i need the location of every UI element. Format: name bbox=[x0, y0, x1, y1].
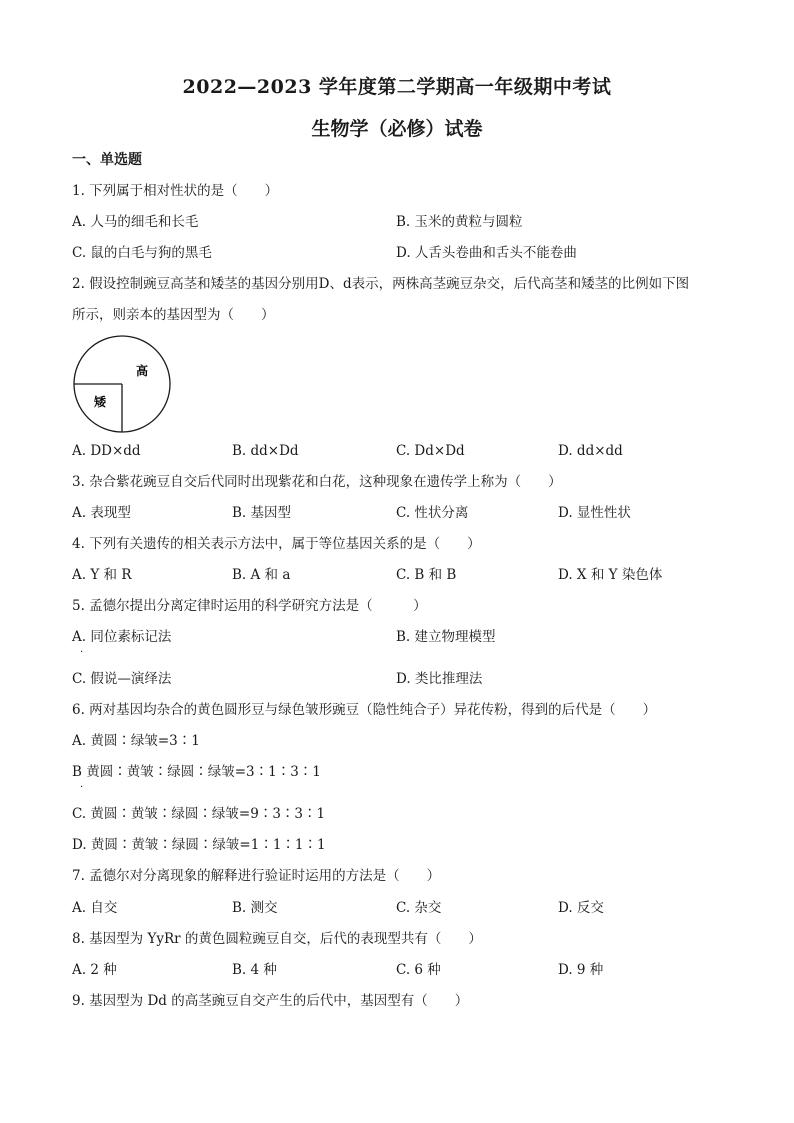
q8-option-d: D. 9 种 bbox=[558, 962, 604, 978]
question-6-stem: 6. 两对基因均杂合的黄色圆形豆与绿色皱形豌豆（隐性纯合子）异花传粉，得到的后代是（ ） bbox=[72, 702, 657, 718]
stray-mark: · bbox=[80, 647, 84, 658]
q4-option-c: C. B 和 B bbox=[396, 567, 457, 583]
pie-figure bbox=[72, 334, 172, 434]
q3-option-c: C. 性状分离 bbox=[396, 505, 469, 521]
question-2-stem-line2: 所示，则亲本的基因型为（ ） bbox=[72, 307, 275, 323]
q7-option-c: C. 杂交 bbox=[396, 900, 442, 916]
q1-option-a: A. 人马的细毛和长毛 bbox=[72, 214, 199, 230]
q6-option-b: B 黄圆∶黄皱∶绿圆∶绿皱=3∶1∶3∶1 bbox=[72, 764, 321, 780]
question-2-stem-line1: 2. 假设控制豌豆高茎和矮茎的基因分别用D、d表示，两株高茎豌豆杂交，后代高茎和矮茎的比例如下图 bbox=[72, 276, 690, 292]
question-4-stem: 4. 下列有关遗传的相关表示方法中，属于等位基因关系的是（ ） bbox=[72, 536, 481, 552]
pie-label-tall: 高 bbox=[136, 364, 149, 378]
q3-option-a: A. 表现型 bbox=[72, 505, 131, 521]
question-8-stem: 8. 基因型为 YyRr 的黄色圆粒豌豆自交，后代的表现型共有（ ） bbox=[72, 931, 482, 947]
q3-option-d: D. 显性性状 bbox=[558, 505, 631, 521]
pie-chart bbox=[72, 334, 172, 434]
q6-option-d: D. 黄圆∶黄皱∶绿圆∶绿皱=1∶1∶1∶1 bbox=[72, 837, 326, 853]
q1-option-d: D. 人舌头卷曲和舌头不能卷曲 bbox=[396, 245, 577, 261]
question-7-stem: 7. 孟德尔对分离现象的解释进行验证时运用的方法是（ ） bbox=[72, 868, 441, 884]
q8-option-a: A. 2 种 bbox=[72, 962, 117, 978]
q8-option-b: B. 4 种 bbox=[232, 962, 277, 978]
q7-option-d: D. 反交 bbox=[558, 900, 604, 916]
q5-option-b: B. 建立物理模型 bbox=[396, 629, 496, 645]
pie-label-short: 矮 bbox=[94, 395, 107, 409]
section-heading: 一、单选题 bbox=[72, 152, 142, 168]
q2-option-c: C. Dd×Dd bbox=[396, 443, 465, 459]
q6-option-a: A. 黄圆∶绿皱=3∶1 bbox=[72, 733, 200, 749]
q7-option-a: A. 自交 bbox=[72, 900, 118, 916]
q4-option-a: A. Y 和 R bbox=[72, 567, 132, 583]
q2-option-b: B. dd×Dd bbox=[232, 443, 299, 459]
q1-option-c: C. 鼠的白毛与狗的黑毛 bbox=[72, 245, 212, 261]
q7-option-b: B. 测交 bbox=[232, 900, 278, 916]
exam-subtitle: 生物学（必修）试卷 bbox=[311, 118, 483, 140]
stray-mark: · bbox=[80, 782, 84, 793]
q5-option-c: C. 假说—演绎法 bbox=[72, 671, 172, 687]
q8-option-c: C. 6 种 bbox=[396, 962, 441, 978]
q6-option-c: C. 黄圆∶黄皱∶绿圆∶绿皱=9∶3∶3∶1 bbox=[72, 806, 326, 822]
question-5-stem: 5. 孟德尔提出分离定律时运用的科学研究方法是（ ） bbox=[72, 598, 427, 614]
q1-option-b: B. 玉米的黄粒与圆粒 bbox=[396, 214, 523, 230]
q4-option-d: D. X 和 Y 染色体 bbox=[558, 567, 663, 583]
q4-option-b: B. A 和 a bbox=[232, 567, 291, 583]
q2-option-d: D. dd×dd bbox=[558, 443, 623, 459]
q5-option-a: A. 同位素标记法 bbox=[72, 629, 172, 645]
question-3-stem: 3. 杂合紫花豌豆自交后代同时出现紫花和白花，这种现象在遗传学上称为（ ） bbox=[72, 474, 562, 490]
question-9-stem: 9. 基因型为 Dd 的高茎豌豆自交产生的后代中，基因型有（ ） bbox=[72, 993, 469, 1009]
question-1-stem: 1. 下列属于相对性状的是（ ） bbox=[72, 183, 279, 199]
exam-title: 2022—2023 学年度第二学期高一年级期中考试 bbox=[182, 76, 612, 98]
q2-option-a: A. DD×dd bbox=[72, 443, 141, 459]
q3-option-b: B. 基因型 bbox=[232, 505, 292, 521]
q5-option-d: D. 类比推理法 bbox=[396, 671, 483, 687]
